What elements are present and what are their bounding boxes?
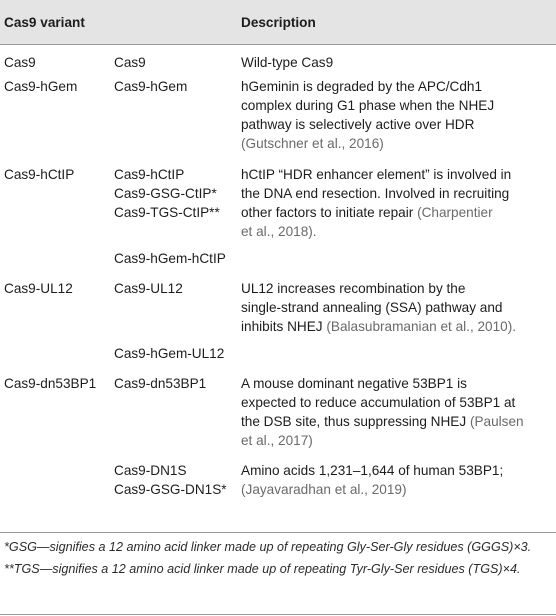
description-line: hCtIP “HDR enhancer element” is involved in xyxy=(241,167,512,182)
table-row xyxy=(0,336,556,363)
construct-name: Cas9-TGS-CtIP** xyxy=(114,205,220,220)
table-row xyxy=(0,153,556,241)
construct-cell xyxy=(110,268,240,336)
description-cell xyxy=(240,241,556,268)
construct-name: Cas9-dn53BP1 xyxy=(114,376,207,391)
description-line: hGeminin is degraded by the APC/Cdh1 xyxy=(241,79,483,94)
table-row xyxy=(0,72,556,153)
header-description: Description xyxy=(240,0,556,45)
footnote-gsg: *GSG—signifies a 12 amino acid linker made up of repeating Gly-Ser-Gly residues (GGGS)×3. xyxy=(4,540,532,554)
description-line: A mouse dominant negative 53BP1 is xyxy=(241,376,467,391)
description-line: UL12 increases recombination by the xyxy=(241,281,466,296)
construct-name: Cas9-UL12 xyxy=(114,281,183,296)
header-cas9-variant: Cas9 variant xyxy=(0,0,110,45)
citation-link[interactable]: (Charpentier xyxy=(417,205,493,220)
description-line: the DSB site, thus suppressing NHEJ xyxy=(241,414,467,429)
construct-name: Cas9-GSG-DN1S* xyxy=(114,482,227,497)
construct-cell xyxy=(110,363,240,450)
description-line: the DNA end resection. Involved in recruiting xyxy=(241,186,510,201)
construct-name: Cas9-hCtIP xyxy=(114,167,185,182)
construct-name: Cas9-hGem-UL12 xyxy=(114,346,225,361)
description-line: single-strand annealing (SSA) pathway and xyxy=(241,300,503,315)
citation-link[interactable]: et al., 2018). xyxy=(241,224,317,239)
description-cell xyxy=(240,268,556,336)
construct-cell xyxy=(110,450,240,506)
construct-name: Cas9-DN1S xyxy=(114,463,187,478)
description-line: Amino acids 1,231–1,644 of human 53BP1; xyxy=(241,463,504,478)
variant-cell: Cas9-hCtIP xyxy=(4,167,75,182)
construct-name: Cas9 xyxy=(114,55,146,70)
variant-cell xyxy=(0,241,110,268)
bottom-divider xyxy=(0,614,556,615)
construct-cell xyxy=(110,45,240,73)
construct-name: Cas9-hGem xyxy=(114,79,188,94)
citation-link[interactable]: (Balasubramanian et al., 2010). xyxy=(326,319,517,334)
variant-cell xyxy=(0,336,110,363)
construct-cell xyxy=(110,153,240,241)
table-footnotes xyxy=(0,532,556,579)
description-line: pathway is selectively active over HDR xyxy=(241,117,475,132)
description-cell xyxy=(240,72,556,153)
construct-cell xyxy=(110,241,240,268)
citation-link[interactable]: (Gutschner et al., 2016) xyxy=(241,136,384,151)
variant-cell: Cas9-hGem xyxy=(4,79,78,94)
construct-cell xyxy=(110,72,240,153)
variant-cell: Cas9 xyxy=(4,55,36,70)
construct-cell xyxy=(110,336,240,363)
table-row xyxy=(0,45,556,73)
description-line: Wild-type Cas9 xyxy=(241,55,334,70)
variant-cell: Cas9-UL12 xyxy=(4,281,73,296)
description-cell xyxy=(240,336,556,363)
table-row xyxy=(0,363,556,450)
citation-link[interactable]: et al., 2017) xyxy=(241,433,313,448)
description-cell xyxy=(240,363,556,450)
footnote-tgs: **TGS—signifies a 12 amino acid linker made up of repeating Tyr-Gly-Ser residues (TGS)×4. xyxy=(4,562,521,576)
description-line: inhibits NHEJ xyxy=(241,319,323,334)
table-row xyxy=(0,241,556,268)
table-row xyxy=(0,268,556,336)
table-header-row xyxy=(0,0,556,45)
description-cell xyxy=(240,153,556,241)
description-line: complex during G1 phase when the NHEJ xyxy=(241,98,495,113)
description-line: expected to reduce accumulation of 53BP1 at xyxy=(241,395,516,410)
citation-link[interactable]: (Jayavaradhan et al., 2019) xyxy=(241,482,407,497)
description-cell xyxy=(240,45,556,73)
construct-name: Cas9-hGem-hCtIP xyxy=(114,251,226,266)
citation-link[interactable]: (Paulsen xyxy=(469,414,524,429)
header-construct xyxy=(110,0,240,45)
variant-cell: Cas9-dn53BP1 xyxy=(4,376,97,391)
description-cell xyxy=(240,450,556,506)
construct-name: Cas9-GSG-CtIP* xyxy=(114,186,217,201)
variant-cell xyxy=(0,450,110,506)
table-row xyxy=(0,450,556,506)
description-line: other factors to initiate repair xyxy=(241,205,414,220)
